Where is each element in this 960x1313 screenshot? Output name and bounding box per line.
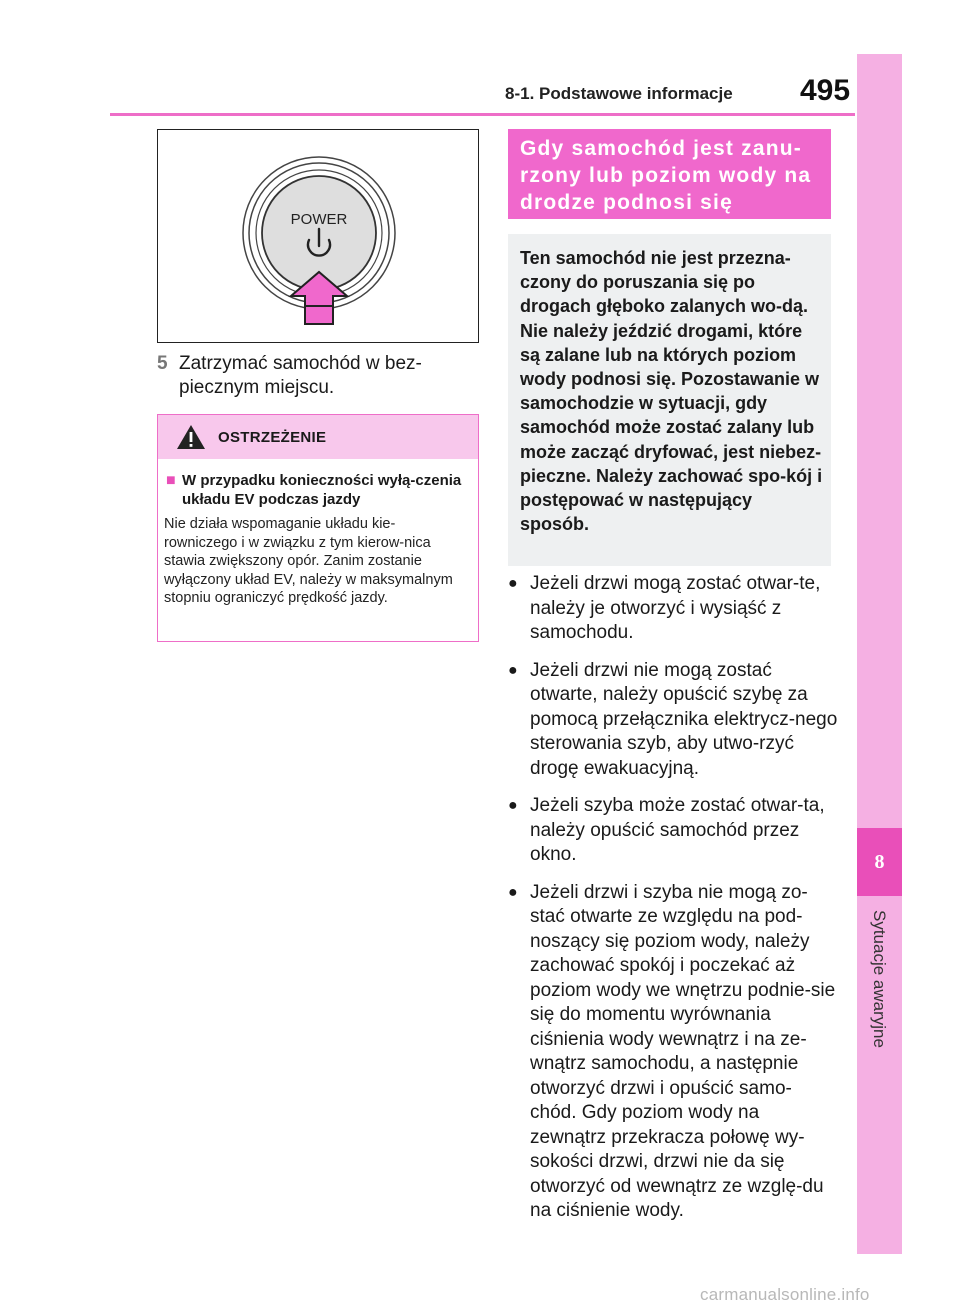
list-item-text: Jeżeli drzwi i szyba nie mogą zo-stać otwarte ze względu na pod-noszący się poziom wody, należy zachować spokój i poczekać aż poziom wody we wnętrzu podnie-sie się do momentu wyrównania ciśnienia wody wewnątrz i na ze-wnątrz samochodu, a następnie otworzyć drzwi i opuścić samo-chód. Gdy poziom wody na zewnątrz przekracza połowę wy-sokości drzwi, drzwi nie da się otworzyć od wewnątrz ze wzglę-du na ciśnienie wody. bbox=[530, 881, 836, 1221]
warning-triangle-icon bbox=[176, 424, 206, 450]
step-number: 5 bbox=[157, 353, 168, 374]
list-item bbox=[508, 659, 838, 782]
bullet-dot-icon: ● bbox=[508, 575, 518, 592]
chapter-number: 8 bbox=[857, 828, 902, 896]
section-title: 8-1. Podstawowe informacje bbox=[505, 84, 733, 103]
warning-body: Nie działa wspomaganie układu kie-rowniczego i w związku z tym kierow-nica stawia zwiększony opór. Zanim zostanie wyłączony układ EV, należy w maksymalnym stopniu ograniczyć prędkość jazdy. bbox=[164, 516, 453, 606]
step-text-line1: Zatrzymać samochód w bez- bbox=[179, 353, 422, 374]
bullet-dot-icon: ● bbox=[508, 661, 518, 679]
warning-box bbox=[157, 414, 479, 642]
header-divider bbox=[110, 113, 855, 116]
list-item bbox=[508, 572, 838, 646]
list-item-text: Jeżeli szyba może zostać otwar-ta, należy opuścić samochód przez okno. bbox=[530, 795, 825, 865]
step-5 bbox=[157, 352, 479, 400]
power-button-figure bbox=[157, 129, 479, 343]
page-number: 495 bbox=[800, 74, 851, 107]
power-label: POWER bbox=[290, 211, 348, 228]
warning-subtitle-text: W przypadku konieczności wyłą-czenia układu EV podczas jazdy bbox=[182, 472, 462, 508]
warning-title: OSTRZEŻENIE bbox=[218, 428, 327, 446]
watermark: carmanualsonline.info bbox=[700, 1285, 870, 1304]
list-item bbox=[508, 881, 838, 1224]
bullet-dot-icon: ● bbox=[508, 797, 518, 814]
step-text-line2: piecznym miejscu. bbox=[179, 377, 335, 398]
list-item-text: Jeżeli drzwi mogą zostać otwar-te, należy je otworzyć i wysiąść z samochodu. bbox=[530, 573, 821, 643]
warning-subtitle bbox=[158, 459, 478, 509]
chapter-label-wrap bbox=[857, 910, 902, 1065]
square-bullet-icon: ■ bbox=[166, 472, 176, 489]
list-item-text: Jeżeli drzwi nie mogą zostać otwarte, należy opuścić szybę za pomocą przełącznika elektrycz-nego sterowania szyb, aby utwo-rzyć drogę ewakuacyjną. bbox=[530, 659, 838, 779]
intro-box: Ten samochód nie jest przezna-czony do poruszania się po drogach głęboko zalanych wo-dą. Nie należy jeździć drogami, które są zalane lub na których poziom wody podnosi się. Pozostawanie w samochodzie w sytuacji, gdy samochód może zostać zalany lub może zacząć dryfować, jest niebez-pieczne. Należy zachować spo-kój i postępować w następujący sposób. bbox=[508, 234, 831, 566]
chapter-side-tab bbox=[857, 54, 902, 1254]
warning-header bbox=[158, 415, 478, 459]
bullet-dot-icon: ● bbox=[508, 883, 518, 901]
section-heading: Gdy samochód jest zanu-rzony lub poziom wody na drodze podnosi się bbox=[508, 129, 831, 219]
chapter-label: Sytuacje awaryjne bbox=[870, 910, 889, 1048]
bullet-list bbox=[508, 572, 838, 1237]
power-button-illustration bbox=[158, 130, 477, 341]
list-item bbox=[508, 794, 838, 868]
